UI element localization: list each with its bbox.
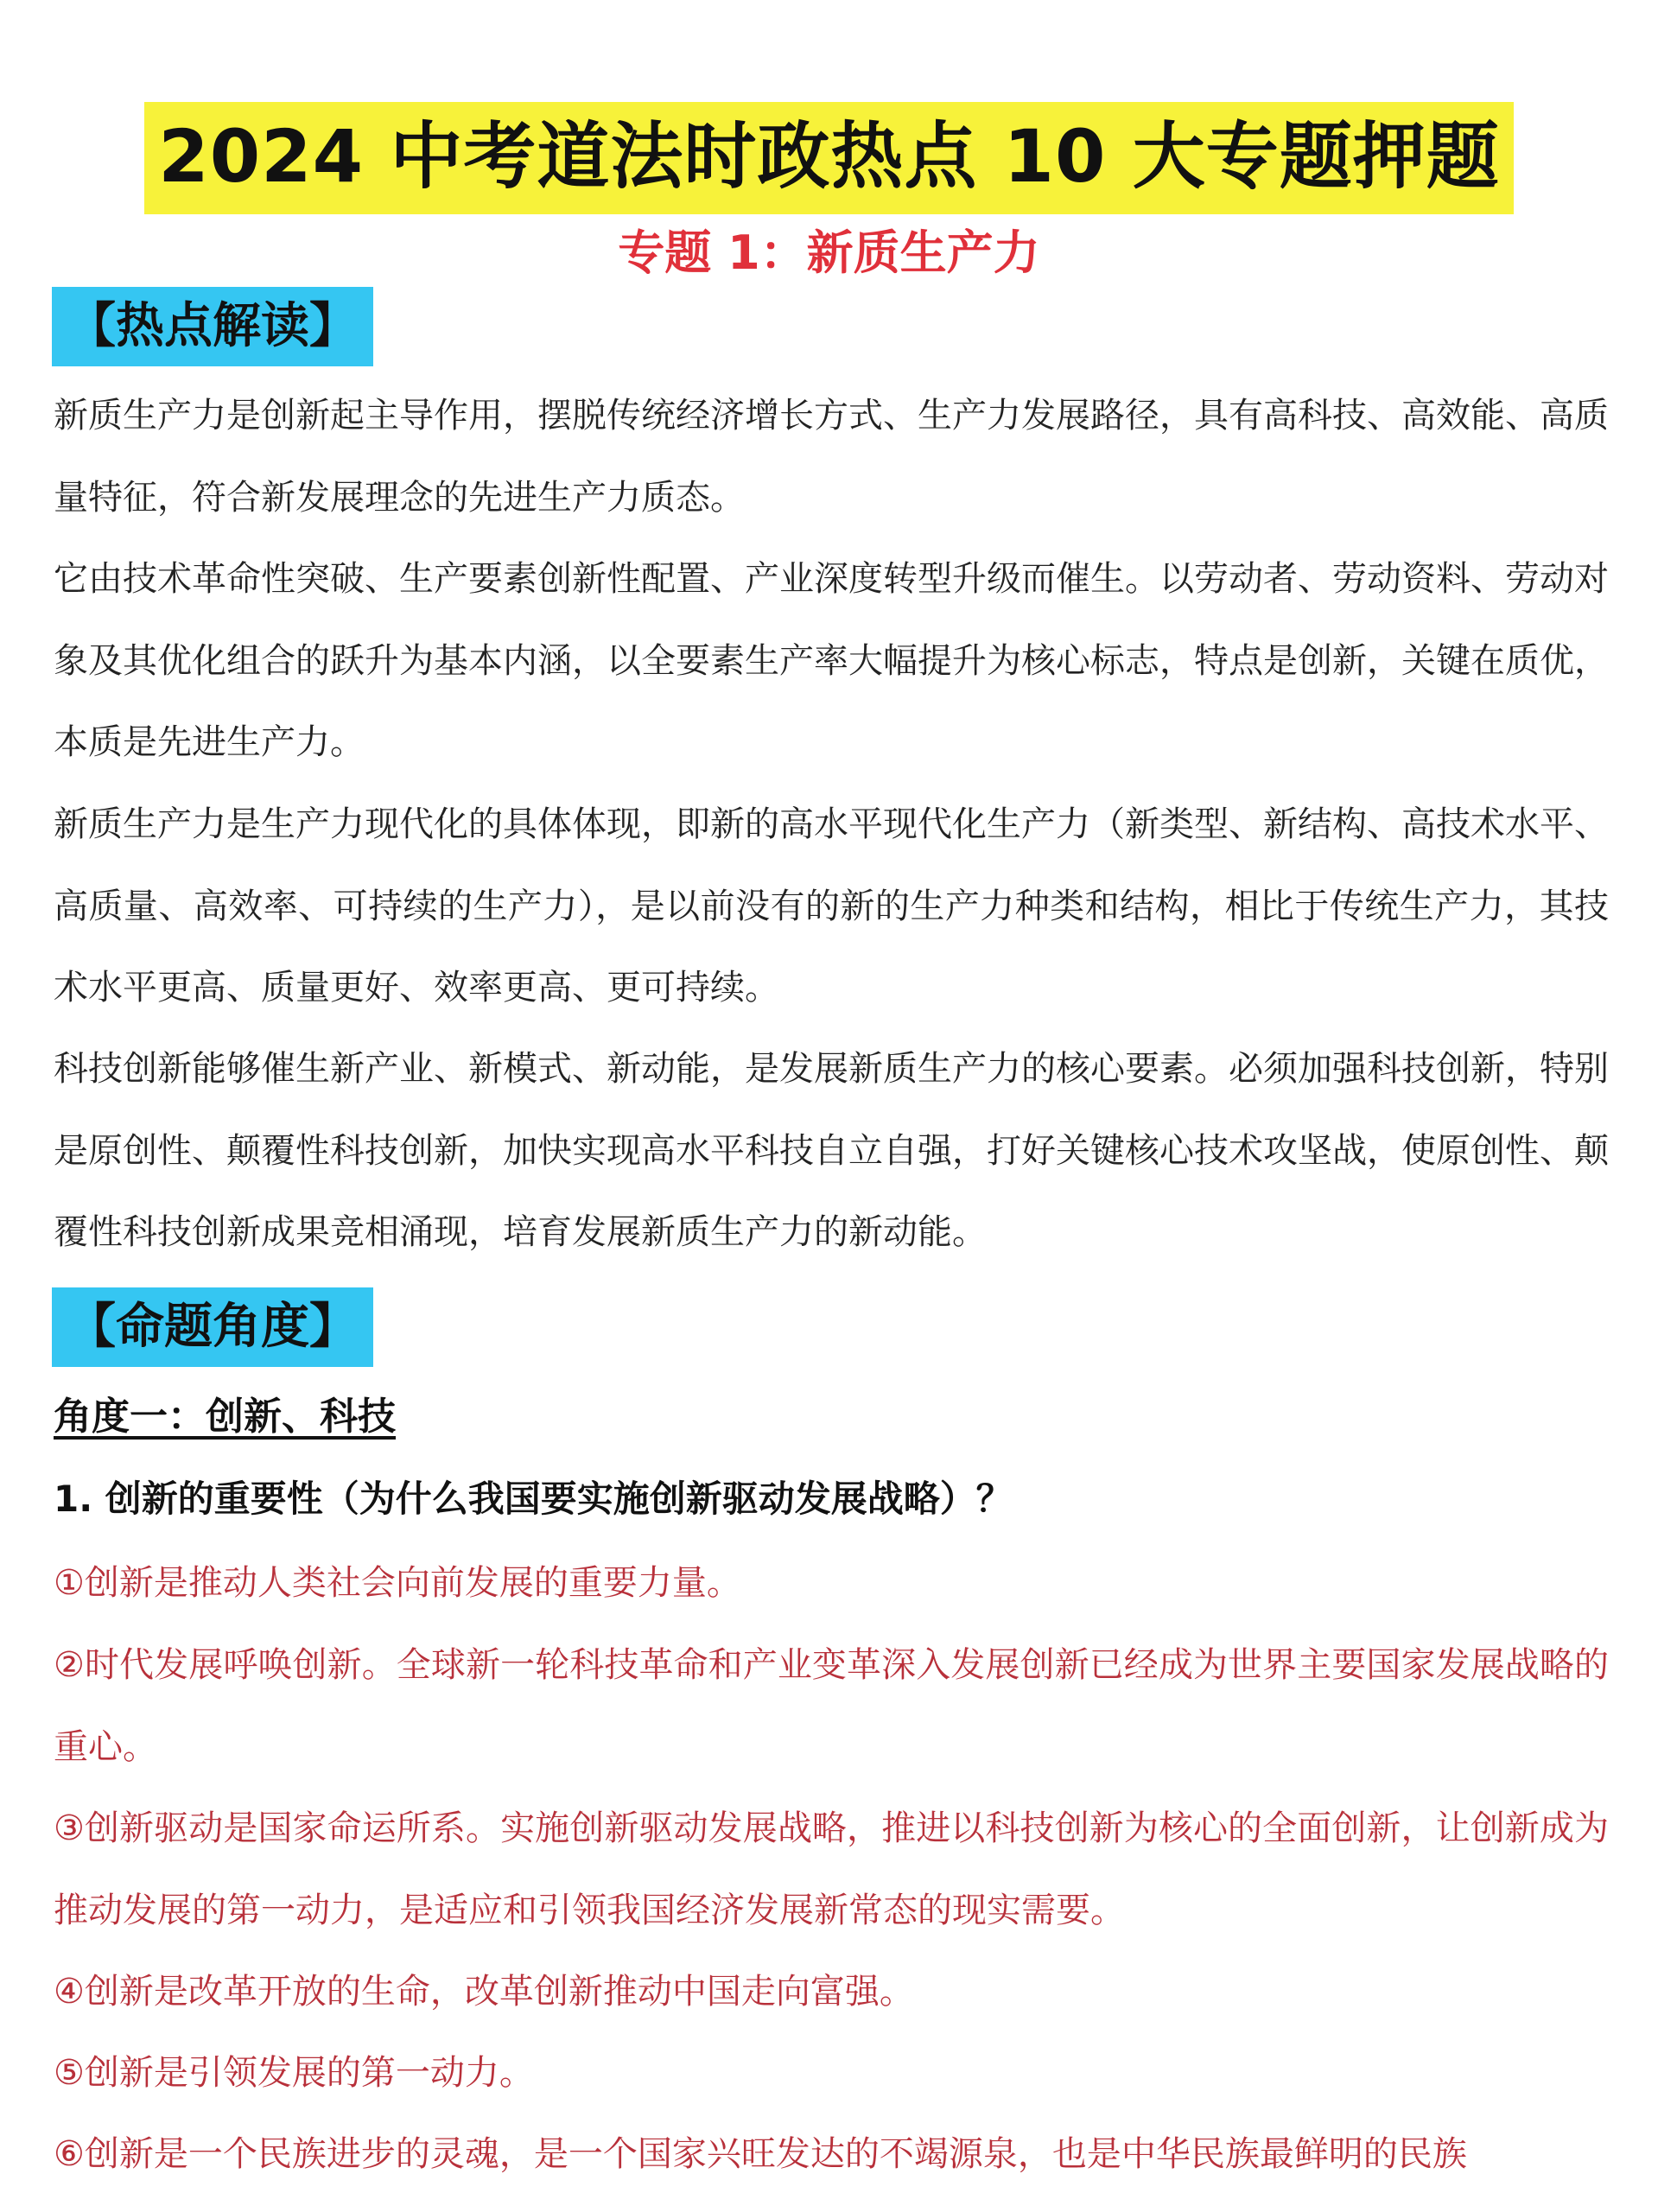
title-wrap [0,102,1658,214]
answer-item-2: ②时代发展呼唤创新。全球新一轮科技革命和产业变革深入发展创新已经成为世界主要国家发展战略的重心。 [54,1645,1609,1767]
answer-item-3: ③创新驱动是国家命运所系。实施创新驱动发展战略，推进以科技创新为核心的全面创新，让创新成为推动发展的第一动力，是适应和引领我国经济发展新常态的现实需要。 [54,1808,1609,1930]
answer-item-1: ①创新是推动人类社会向前发展的重要力量。 [54,1563,741,1603]
answer-item-5: ⑤创新是引领发展的第一动力。 [54,2053,534,2093]
section-tag-question-angle: 【命题角度】 [52,1287,373,1367]
angle-heading: 角度一：创新、科技 [54,1395,396,1439]
question-heading: 1. 创新的重要性（为什么我国要实施创新驱动发展战略）？ [54,1478,1013,1520]
section-tag-hot-interpretation: 【热点解读】 [52,287,373,366]
interpretation-paragraph-4: 科技创新能够催生新产业、新模式、新动能，是发展新质生产力的核心要素。必须加强科技创新，特别是原创性、颠覆性科技创新，加快实现高水平科技自立自强，打好关键核心技术攻坚战，使原创性、颠覆性科技创新成果竞相涌现，培育发展新质生产力的新动能。 [54,1049,1609,1252]
page-title: 2024 中考道法时政热点 10 大专题押题 [144,102,1513,214]
answer-item-6: ⑥创新是一个民族进步的灵魂，是一个国家兴旺发达的不竭源泉，也是中华民族最鲜明的民族 [54,2134,1467,2174]
interpretation-paragraph-3: 新质生产力是生产力现代化的具体体现，即新的高水平现代化生产力（新类型、新结构、高技术水平、高质量、高效率、可持续的生产力），是以前没有的新的生产力种类和结构，相比于传统生产力，其技术水平更高、质量更好、效率更高、更可持续。 [54,804,1609,1007]
interpretation-paragraph-1: 新质生产力是创新起主导作用，摆脱传统经济增长方式、生产力发展路径，具有高科技、高效能、高质量特征，符合新发展理念的先进生产力质态。 [54,396,1609,518]
topic-subtitle: 专题 1：新质生产力 [618,226,1040,280]
answer-item-4: ④创新是改革开放的生命，改革创新推动中国走向富强。 [54,1972,914,2012]
interpretation-paragraph-2: 它由技术革命性突破、生产要素创新性配置、产业深度转型升级而催生。以劳动者、劳动资料、劳动对象及其优化组合的跃升为基本内涵，以全要素生产率大幅提升为核心标志，特点是创新，关键在质优，本质是先进生产力。 [54,559,1609,762]
